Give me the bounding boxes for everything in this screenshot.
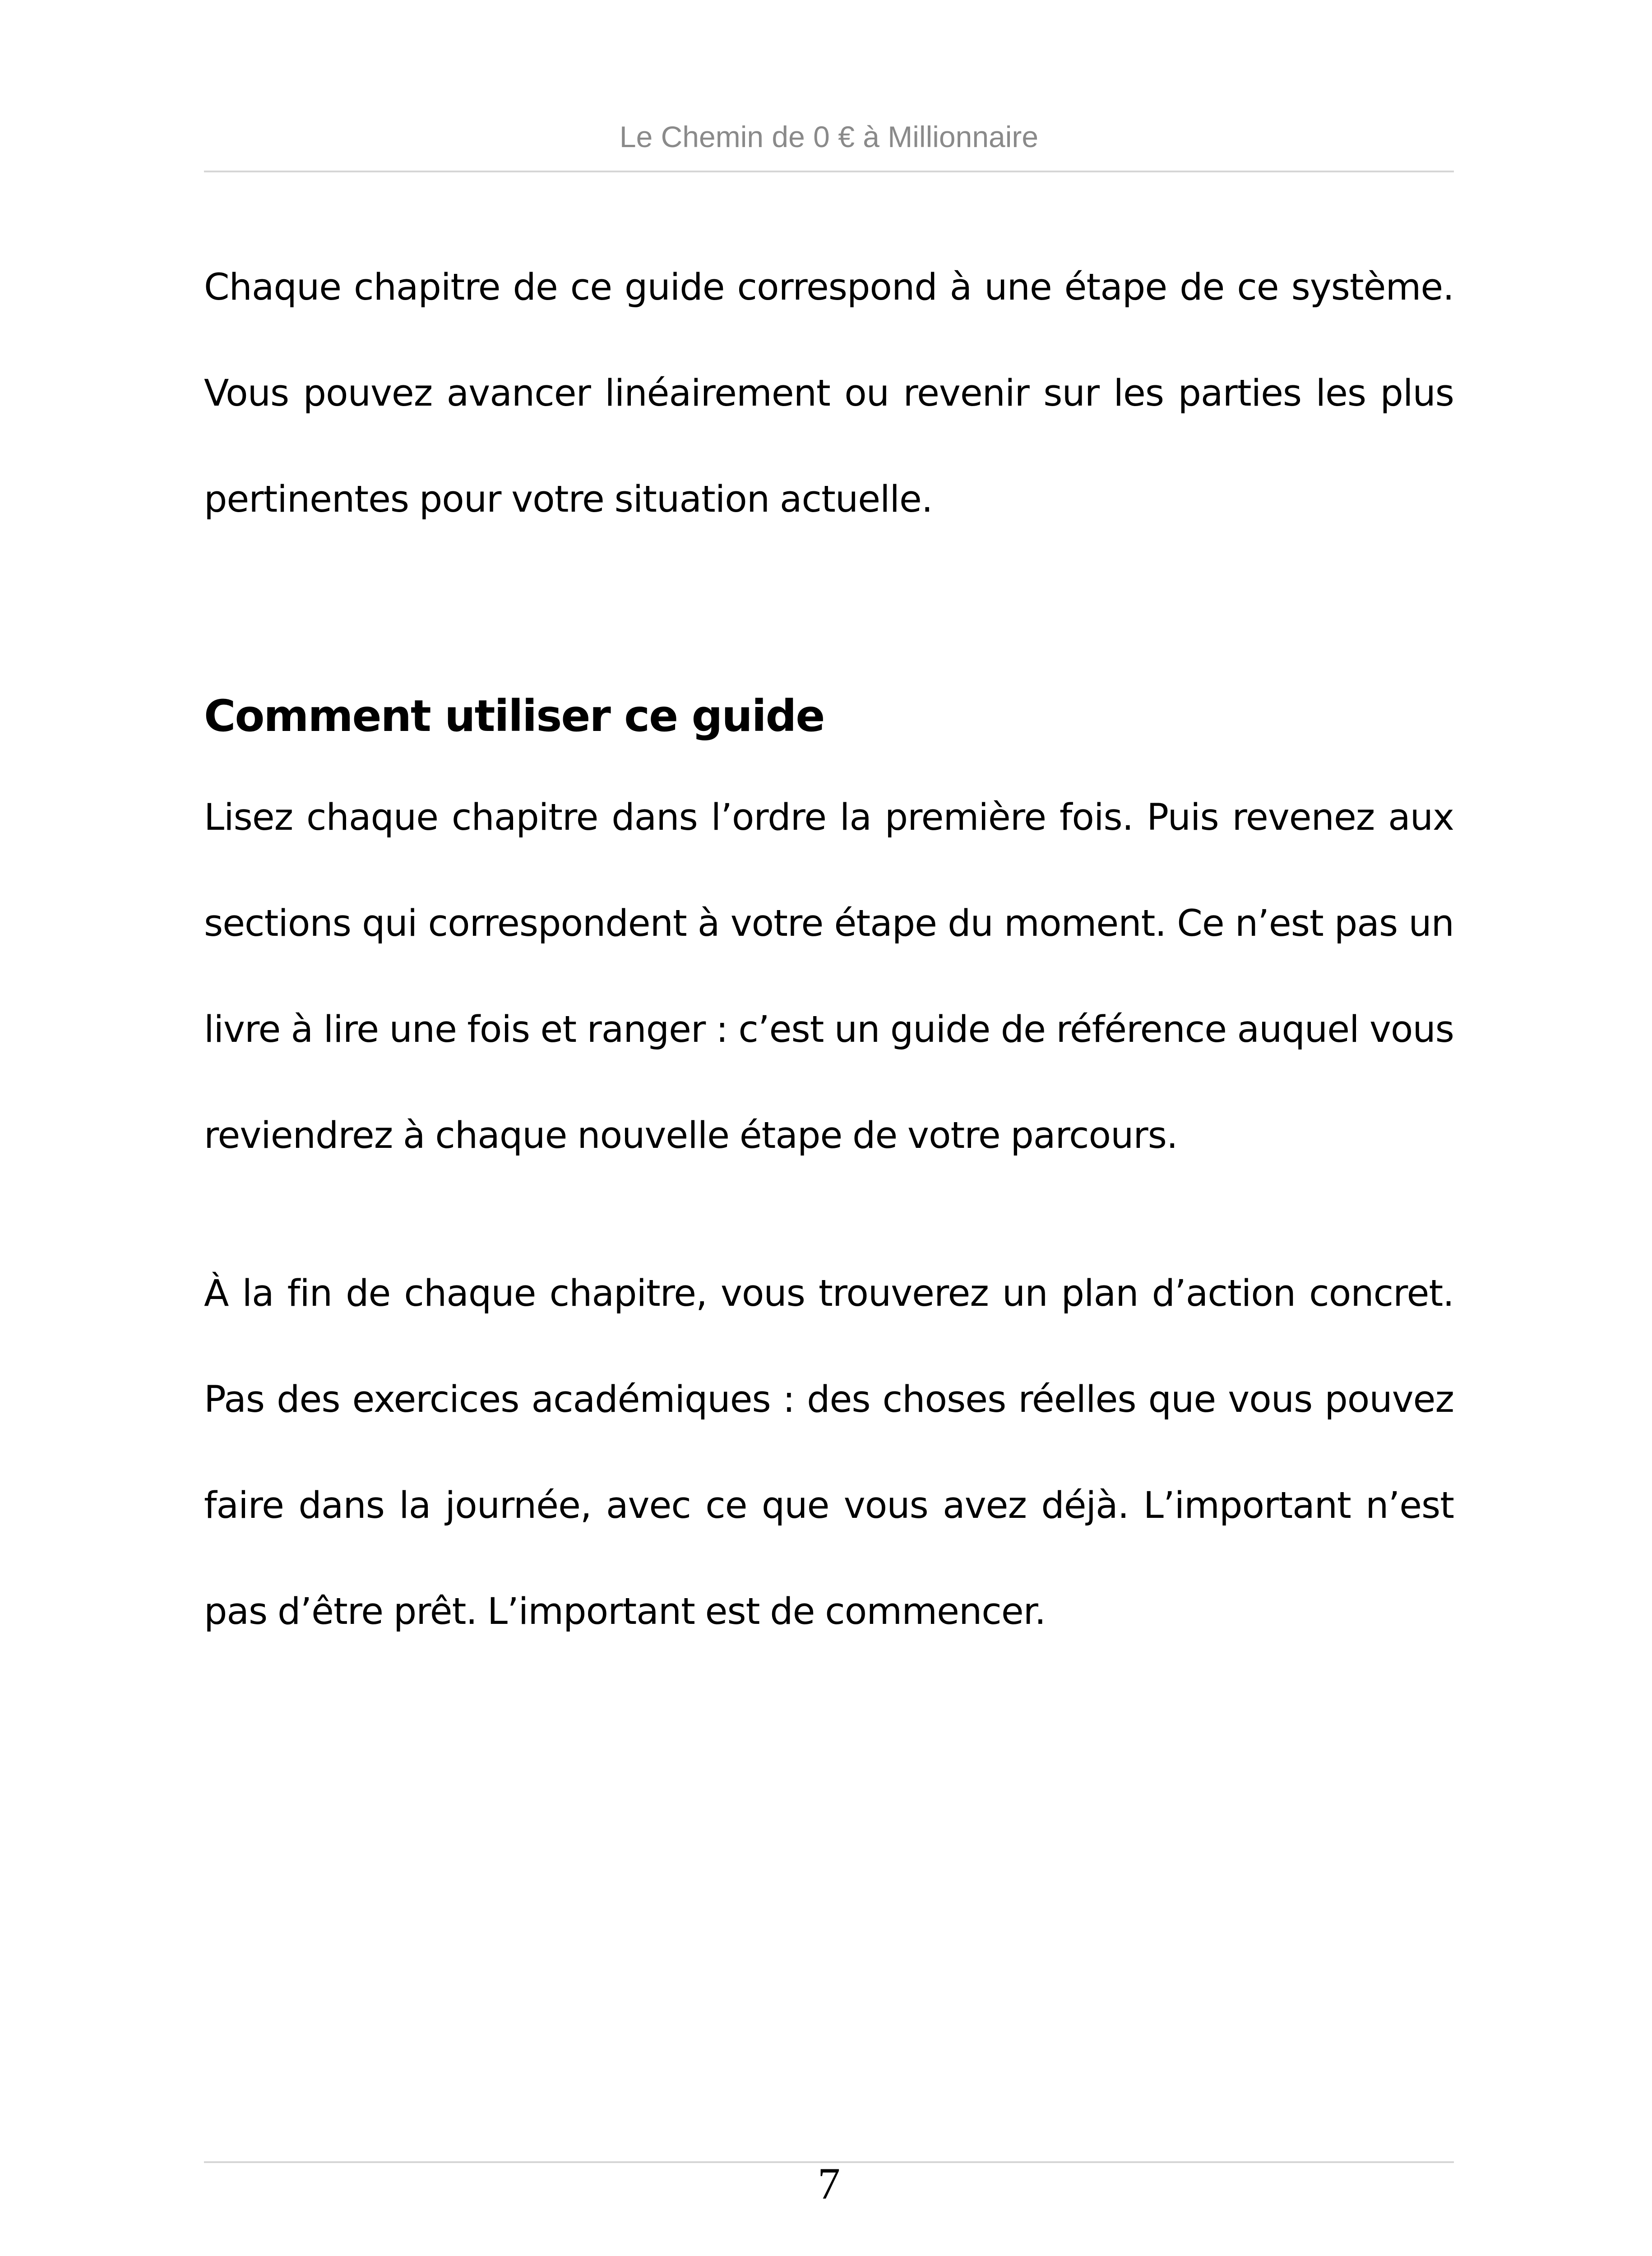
running-header: Le Chemin de 0 € à Millionnaire bbox=[619, 120, 1039, 153]
section-heading: Comment utiliser ce guide bbox=[204, 691, 824, 741]
action-plan-paragraph: À la fin de chaque chapitre, vous trouverez un plan d’action concret. Pas des exercices académiques : des choses réelles que vous pouvez faire dans la journée, avec ce que vous avez déjà. L’important n’est pas d’être prêt. L’important est de commencer. bbox=[204, 1272, 1454, 1633]
page-body bbox=[204, 235, 1454, 1633]
header-divider bbox=[204, 171, 1454, 172]
usage-paragraph: Lisez chaque chapitre dans l’ordre la première fois. Puis revenez aux sections qui correspondent à votre étape du moment. Ce n’est pas un livre à lire une fois et ranger : c’est un guide de référence auquel vous reviendrez à chaque nouvelle étape de votre parcours. bbox=[204, 796, 1454, 1157]
page-number: 7 bbox=[818, 2159, 840, 2209]
intro-paragraph: Chaque chapitre de ce guide correspond à une étape de ce système. Vous pouvez avancer linéairement ou revenir sur les parties les plus pertinentes pour votre situation actuelle. bbox=[204, 266, 1454, 521]
